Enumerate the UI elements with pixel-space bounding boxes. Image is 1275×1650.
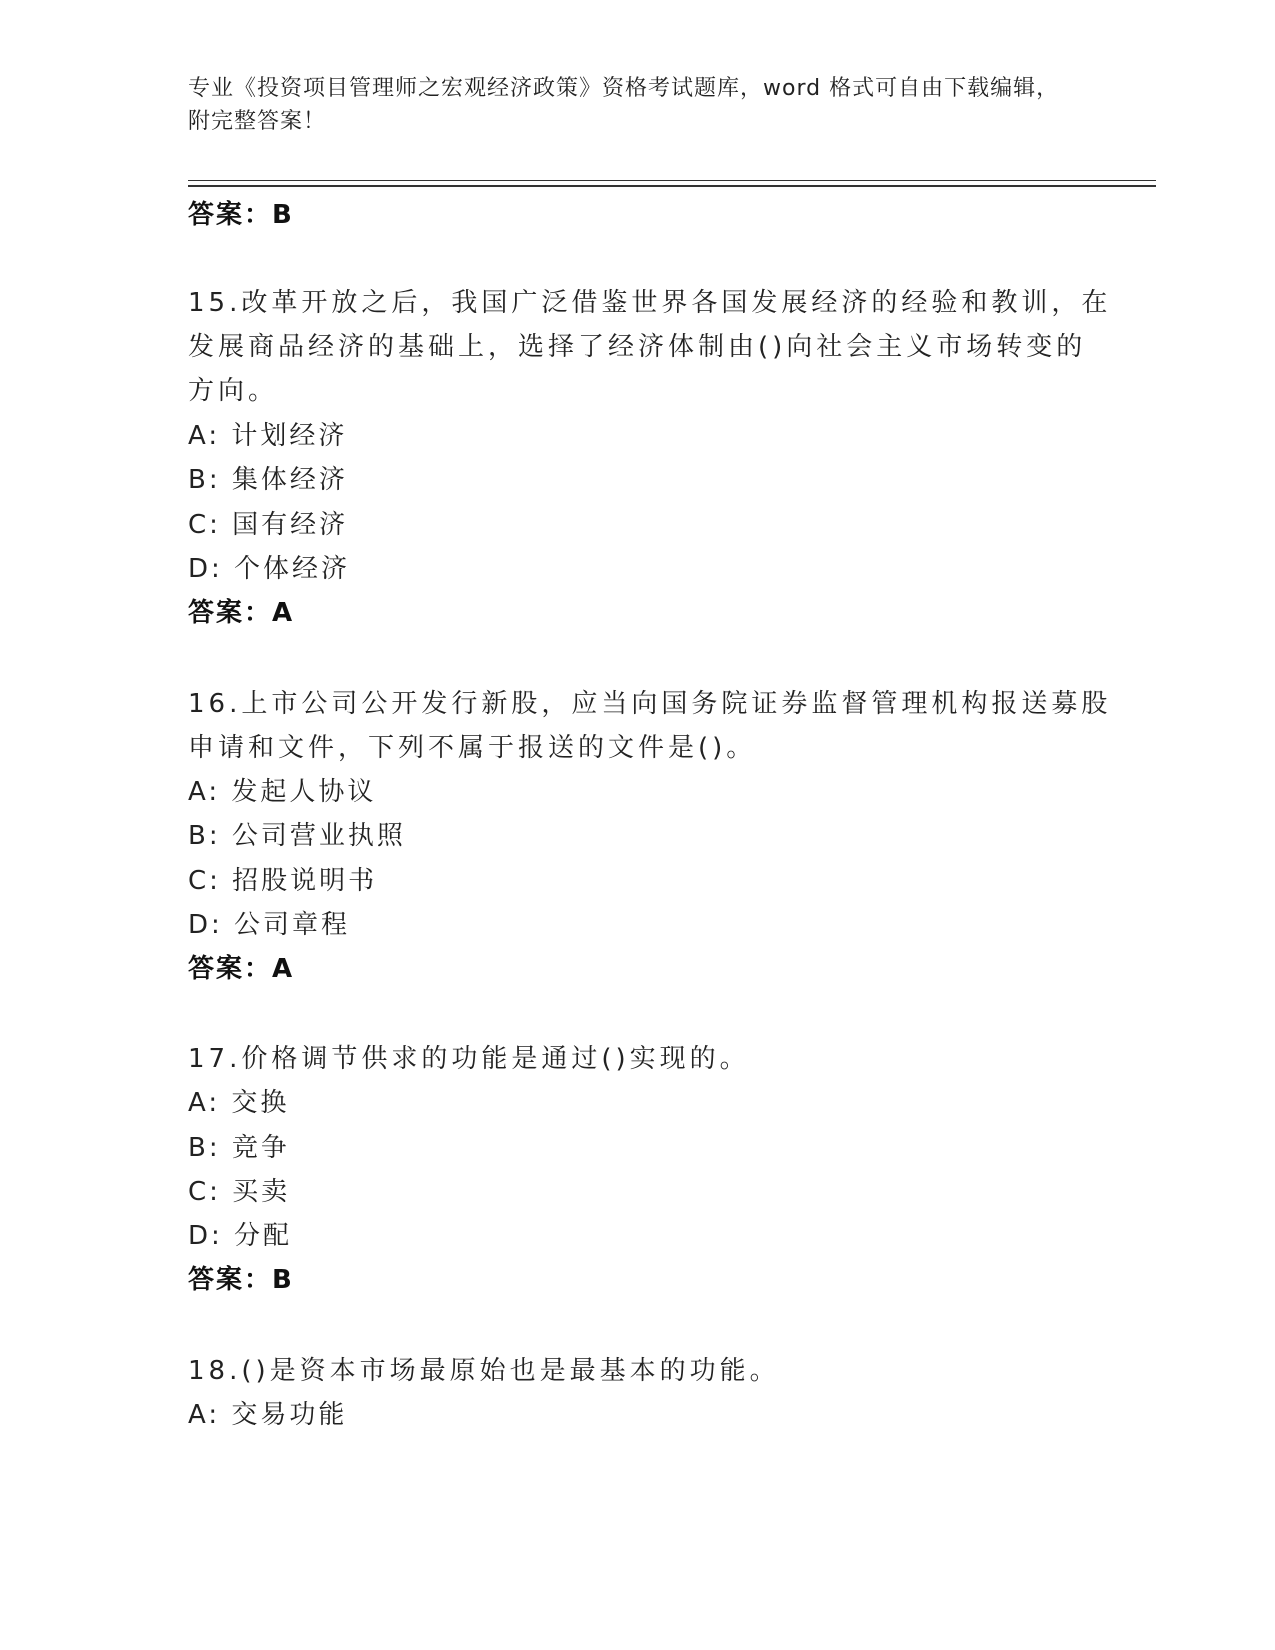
question-15-option-b: B: 集体经济	[188, 465, 348, 495]
question-16-option-a: A: 发起人协议	[188, 777, 377, 807]
answer-16: 答案：A	[188, 954, 295, 984]
question-16-line-2: 申请和文件，下列不属于报送的文件是()。	[188, 733, 757, 763]
header-rule-thin	[188, 180, 1156, 181]
question-18-line-1: 18.()是资本市场最原始也是最基本的功能。	[188, 1356, 780, 1386]
answer-17: 答案：B	[188, 1265, 294, 1295]
answer-prev: 答案：B	[188, 200, 294, 230]
question-17-option-a: A: 交换	[188, 1088, 290, 1118]
answer-15: 答案：A	[188, 598, 295, 628]
question-16-option-b: B: 公司营业执照	[188, 821, 406, 851]
question-17-option-b: B: 竞争	[188, 1133, 290, 1163]
question-16-option-c: C: 招股说明书	[188, 866, 378, 896]
question-18-option-a: A: 交易功能	[188, 1400, 348, 1430]
question-15-option-a: A: 计划经济	[188, 421, 348, 451]
question-15-option-c: C: 国有经济	[188, 510, 349, 540]
header-rule-thick	[188, 185, 1156, 187]
question-17-option-d: D: 分配	[188, 1221, 293, 1251]
question-17-line-1: 17.价格调节供求的功能是通过()实现的。	[188, 1044, 750, 1074]
question-15-option-d: D: 个体经济	[188, 554, 351, 584]
question-15-line-1: 15.改革开放之后，我国广泛借鉴世界各国发展经济的经验和教训，在	[188, 288, 1112, 318]
document-header: 专业《投资项目管理师之宏观经济政策》资格考试题库，word 格式可自由下载编辑，附完整答案！	[188, 76, 1060, 134]
question-16-line-1: 16.上市公司公开发行新股，应当向国务院证券监督管理机构报送募股	[188, 689, 1112, 719]
question-17-option-c: C: 买卖	[188, 1177, 291, 1207]
question-16-option-d: D: 公司章程	[188, 910, 351, 940]
question-15-line-2: 发展商品经济的基础上，选择了经济体制由()向社会主义市场转变的	[188, 332, 1087, 362]
question-15-line-3: 方向。	[188, 376, 279, 406]
